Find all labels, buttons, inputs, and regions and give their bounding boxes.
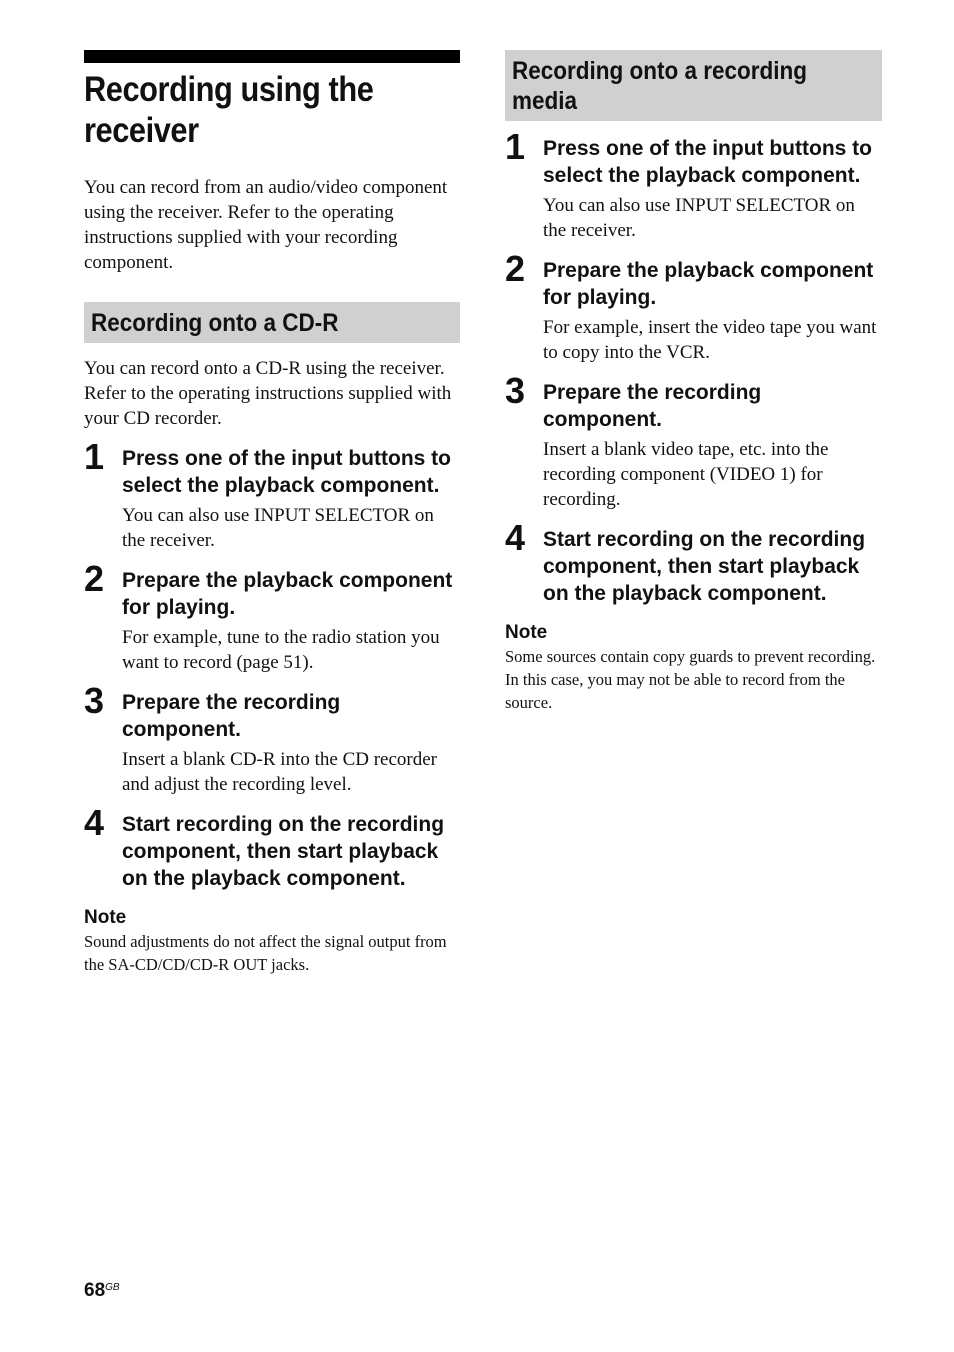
step-title: Prepare the recording component. <box>122 691 341 741</box>
step-number: 1 <box>505 126 526 167</box>
section-heading-cd-r: Recording onto a CD-R <box>84 302 460 343</box>
step-body: You can also use INPUT SELECTOR on the receiver. <box>122 505 434 551</box>
right-column <box>505 50 882 714</box>
media-note-heading: Note <box>505 622 548 643</box>
cd-r-step-4 <box>84 802 460 892</box>
step-title: Start recording on the recording component, then start playback on the playback component. <box>543 528 866 605</box>
step-title: Prepare the playback component for playing. <box>543 259 874 309</box>
step-title: Start recording on the recording component, then start playback on the playback component. <box>122 813 445 890</box>
cd-r-step-1 <box>84 436 460 553</box>
cd-r-step-2 <box>84 558 460 675</box>
step-body: Insert a blank video tape, etc. into the recording component (VIDEO 1) for recording. <box>543 439 829 510</box>
media-note-body: Some sources contain copy guards to prevent recording. In this case, you may not be able to record from the source. <box>505 647 876 712</box>
step-number: 4 <box>505 517 526 558</box>
media-step-1 <box>505 126 882 243</box>
cd-r-step-3 <box>84 680 460 797</box>
page-title <box>84 69 415 151</box>
step-title: Prepare the recording component. <box>543 381 762 431</box>
page-title-line-1: Recording using the <box>84 70 374 109</box>
title-rule <box>84 50 460 63</box>
cd-r-note-body: Sound adjustments do not affect the signal output from the SA-CD/CD/CD-R OUT jacks. <box>84 932 447 974</box>
page-region-suffix: GB <box>105 1282 120 1293</box>
media-step-3 <box>505 370 882 512</box>
media-step-2 <box>505 248 882 365</box>
step-number: 1 <box>84 436 105 477</box>
step-number: 3 <box>84 680 105 721</box>
step-number: 2 <box>84 558 105 599</box>
cd-r-intro: You can record onto a CD-R using the receiver. Refer to the operating instructions supplied with your CD recorder. <box>84 358 452 429</box>
step-number: 3 <box>505 370 526 411</box>
step-title: Press one of the input buttons to select the playback component. <box>122 447 451 497</box>
step-body: For example, insert the video tape you want to copy into the VCR. <box>543 317 877 363</box>
step-body: For example, tune to the radio station you want to record (page 51). <box>122 627 440 673</box>
step-body: Insert a blank CD-R into the CD recorder and adjust the recording level. <box>122 749 437 795</box>
page-title-line-2: receiver <box>84 111 199 150</box>
step-title: Prepare the playback component for playing. <box>122 569 453 619</box>
step-number: 2 <box>505 248 526 289</box>
page-number: 68 <box>84 1280 106 1301</box>
page-footer <box>84 1280 120 1302</box>
step-title: Press one of the input buttons to select the playback component. <box>543 137 872 187</box>
intro-paragraph: You can record from an audio/video component using the receiver. Refer to the operating instructions supplied with your recording component. <box>84 177 448 273</box>
left-column <box>84 50 460 976</box>
cd-r-note-heading: Note <box>84 907 127 928</box>
section-heading-recording-media: Recording onto a recording media <box>505 50 882 121</box>
media-step-4 <box>505 517 882 607</box>
step-number: 4 <box>84 802 105 843</box>
step-body: You can also use INPUT SELECTOR on the receiver. <box>543 195 855 241</box>
